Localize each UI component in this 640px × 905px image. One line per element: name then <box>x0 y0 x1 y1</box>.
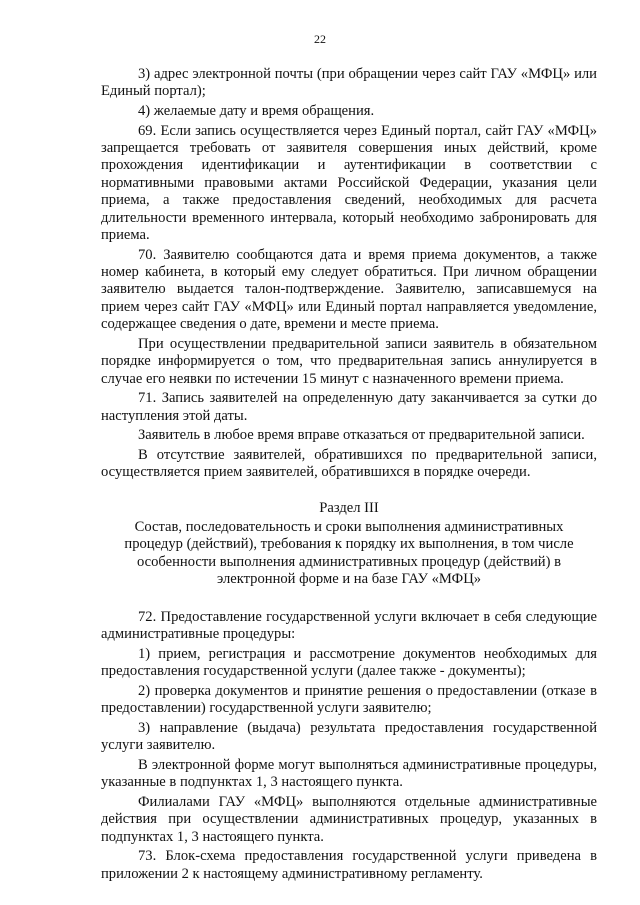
paragraph-prereg-info: При осуществлении предварительной записи заявитель в обязательном порядке информируется о том, что предварительная запись аннулируется в случае его неявки по истечении 15 минут с назначенного времени приема. <box>101 335 597 387</box>
paragraph-70: 70. Заявителю сообщаются дата и время приема документов, а также номер кабинета, в который ему следует обратиться. При личном обращении заявителю выдается талон-подтверждение. Заявителю, записавшемуся на прием через сайт ГАУ «МФЦ» или Единый портал направляется уведомление, содержащее сведения о дате, времени и месте приема. <box>101 246 597 333</box>
paragraph-procedure-2: 2) проверка документов и принятие решения о предоставлении (отказе в предоставлении) государственной услуги заявителю; <box>101 682 597 717</box>
section-title: Состав, последовательность и сроки выполнения административных процедур (действий), требования к порядку их выполнения, в том числе особенности выполнения административных процедур (действий) в электронной форме и на базе ГАУ «МФЦ» <box>124 519 574 588</box>
paragraph-73: 73. Блок-схема предоставления государственной услуги приведена в приложении 2 к настоящему административному регламенту. <box>101 848 597 882</box>
paragraph-procedure-1: 1) прием, регистрация и рассмотрение документов необходимых для предоставления государственной услуги (далее также - документы); <box>101 645 597 680</box>
paragraph-procedure-3: 3) направление (выдача) результата предоставления государственной услуги заявителю. <box>101 719 597 754</box>
document-body <box>101 66 597 883</box>
paragraph-branches: Филиалами ГАУ «МФЦ» выполняются отдельные административные действия при осуществлении административных процедур, указанных в подпунктах 1, 3 настоящего пункта. <box>101 793 597 845</box>
paragraph-69: 69. Если запись осуществляется через Единый портал, сайт ГАУ «МФЦ» запрещается требовать от заявителя совершения иных действий, кроме прохождения идентификации и аутентификации в соответствии с нормативными правовыми актами Российской Федерации, указания цели приема, а также предоставления сведений, необходимых для расчета длительности временного интервала, который необходимо забронировать для приема. <box>101 122 597 244</box>
paragraph-email: 3) адрес электронной почты (при обращении через сайт ГАУ «МФЦ» или Единый портал); <box>101 66 597 100</box>
paragraph-queue: В отсутствие заявителей, обратившихся по предварительной записи, осуществляется прием заявителей, обратившихся в порядке очереди. <box>101 446 597 481</box>
section-label: Раздел III <box>319 499 379 516</box>
section-heading <box>101 500 597 589</box>
paragraph-cancel-prereg: Заявитель в любое время вправе отказаться от предварительной записи. <box>138 427 585 444</box>
paragraph-71: 71. Запись заявителей на определенную дату заканчивается за сутки до наступления этой даты. <box>101 390 597 424</box>
paragraph-electronic-form: В электронной форме могут выполняться административные процедуры, указанные в подпунктах 1, 3 настоящего пункта. <box>101 756 597 791</box>
page-number: 22 <box>314 32 326 46</box>
paragraph-desired-date: 4) желаемые дату и время обращения. <box>138 103 375 119</box>
paragraph-72: 72. Предоставление государственной услуги включает в себя следующие административные процедуры: <box>101 608 597 643</box>
